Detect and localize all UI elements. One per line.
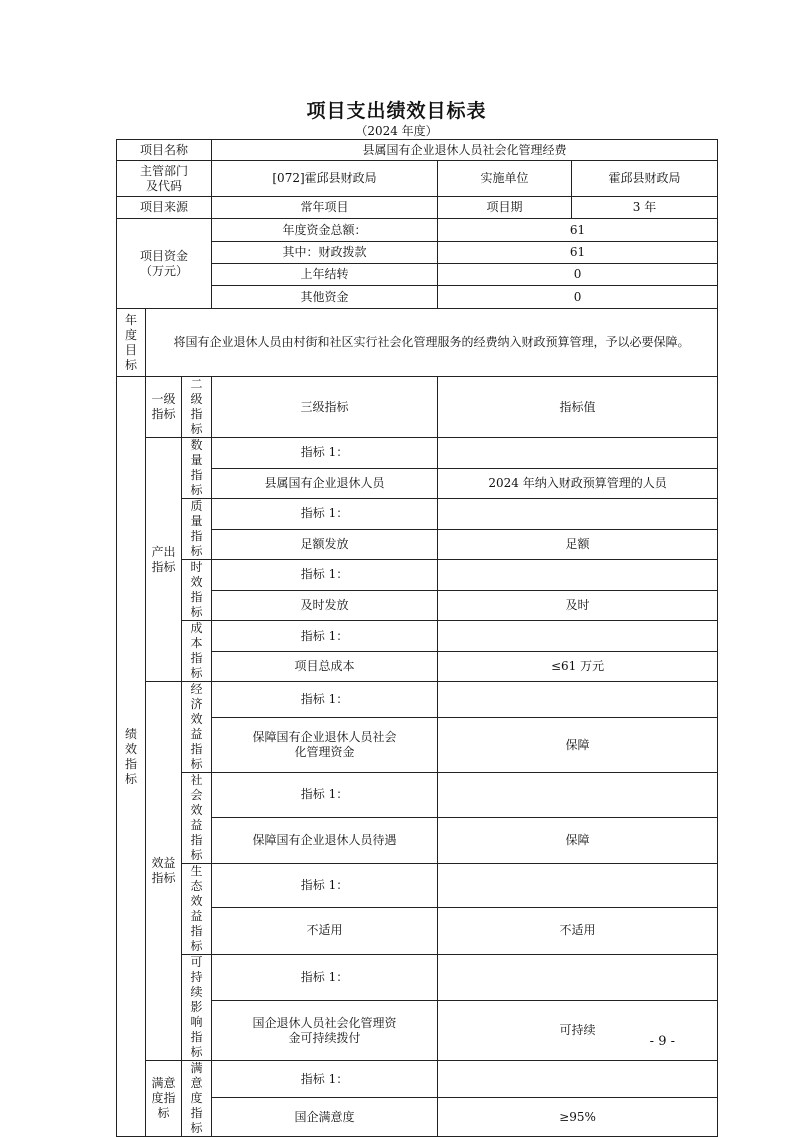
timeliness-indicator-label: 时效 指标: [182, 560, 212, 621]
economic-benefit-index-value: [438, 682, 718, 718]
quantity-indicator-index-value: [438, 438, 718, 469]
header-value: 指标值: [438, 377, 718, 438]
sustainable-impact-name: 国企退休人员社会化管理资 金可持续拨付: [212, 1001, 438, 1061]
project-name-label: 项目名称: [117, 140, 212, 161]
annual-goal-label: 年 度 目 标: [117, 309, 146, 377]
cost-indicator-value: ≤61 万元: [438, 652, 718, 682]
project-source-label: 项目来源: [117, 197, 212, 219]
quality-indicator-index-value: [438, 499, 718, 530]
timeliness-indicator-index: 指标 1：: [212, 560, 438, 591]
fund-carryover-label: 上年结转: [212, 264, 438, 286]
timeliness-indicator-name: 及时发放: [212, 590, 438, 621]
page-title: 项目支出绩效目标表: [306, 100, 487, 122]
quantity-indicator-label: 数量 指标: [182, 438, 212, 499]
quantity-indicator-name: 县属国有企业退休人员: [212, 468, 438, 499]
implementing-unit-label: 实施单位: [438, 161, 572, 197]
department-value: [072]霍邱县财政局: [212, 161, 438, 197]
quantity-indicator-index: 指标 1：: [212, 438, 438, 469]
quality-indicator-name: 足额发放: [212, 529, 438, 560]
fund-fiscal-label: 其中：财政拨款: [212, 242, 438, 264]
project-funds-label: 项目资金 （万元）: [117, 219, 212, 309]
satisfaction-indicator-name: 国企满意度: [212, 1098, 438, 1137]
fund-fiscal-value: 61: [438, 242, 718, 264]
social-benefit-value: 保障: [438, 817, 718, 863]
economic-benefit-index: 指标 1：: [212, 682, 438, 718]
economic-benefit-label: 经济 效益 指标: [182, 682, 212, 773]
benefit-indicators-label: 效益 指标: [146, 682, 182, 1061]
department-label: 主管部门 及代码: [117, 161, 212, 197]
header-level2: 二级 指标: [182, 377, 212, 438]
social-benefit-name: 保障国有企业退休人员待遇: [212, 817, 438, 863]
ecological-benefit-name: 不适用: [212, 907, 438, 954]
satisfaction-indicator-index: 指标 1：: [212, 1061, 438, 1098]
social-benefit-index-value: [438, 773, 718, 818]
fund-carryover-value: 0: [438, 264, 718, 286]
performance-indicators-label: 绩 效 指 标: [117, 377, 146, 1137]
social-benefit-label: 社会 效益 指标: [182, 773, 212, 864]
fund-total-label: 年度资金总额：: [212, 219, 438, 242]
economic-benefit-value: 保障: [438, 718, 718, 773]
performance-goal-table: [116, 139, 718, 1137]
quality-indicator-value: 足额: [438, 529, 718, 560]
quality-indicator-index: 指标 1：: [212, 499, 438, 530]
cost-indicator-index: 指标 1：: [212, 621, 438, 652]
ecological-benefit-label: 生态 效益 指标: [182, 864, 212, 955]
header-level1: 一级 指标: [146, 377, 182, 438]
output-indicators-label: 产出 指标: [146, 438, 182, 682]
fund-total-value: 61: [438, 219, 718, 242]
header-level3: 三级指标: [212, 377, 438, 438]
satisfaction-indicators-label: 满意 度指 标: [146, 1061, 182, 1137]
cost-indicator-name: 项目总成本: [212, 652, 438, 682]
ecological-benefit-index: 指标 1：: [212, 864, 438, 908]
quantity-indicator-value: 2024 年纳入财政预算管理的人员: [438, 468, 718, 499]
project-period-value: 3 年: [572, 197, 718, 219]
economic-benefit-name: 保障国有企业退休人员社会 化管理资金: [212, 718, 438, 773]
timeliness-indicator-value: 及时: [438, 590, 718, 621]
annual-goal-text: 将国有企业退休人员由村街和社区实行社会化管理服务的经费纳入财政预算管理，予以必要保障。: [146, 309, 718, 377]
project-period-label: 项目期: [438, 197, 572, 219]
satisfaction-indicator-value: ≥95%: [438, 1098, 718, 1137]
page-number: - 9 -: [649, 1034, 675, 1049]
cost-indicator-index-value: [438, 621, 718, 652]
sustainable-impact-index-value: [438, 955, 718, 1001]
ecological-benefit-index-value: [438, 864, 718, 908]
page-subtitle: （2024 年度）: [355, 124, 438, 138]
sustainable-impact-label: 可持 续影 响指 标: [182, 955, 212, 1061]
implementing-unit-value: 霍邱县财政局: [572, 161, 718, 197]
project-source-value: 常年项目: [212, 197, 438, 219]
fund-other-value: 0: [438, 286, 718, 309]
sustainable-impact-value: 可持续: [438, 1001, 718, 1061]
satisfaction-indicator-label: 满意 度指 标: [182, 1061, 212, 1137]
social-benefit-index: 指标 1：: [212, 773, 438, 818]
ecological-benefit-value: 不适用: [438, 907, 718, 954]
fund-other-label: 其他资金: [212, 286, 438, 309]
sustainable-impact-index: 指标 1：: [212, 955, 438, 1001]
cost-indicator-label: 成本 指标: [182, 621, 212, 682]
satisfaction-indicator-index-value: [438, 1061, 718, 1098]
project-name-value: 县属国有企业退休人员社会化管理经费: [212, 140, 718, 161]
timeliness-indicator-index-value: [438, 560, 718, 591]
quality-indicator-label: 质量 指标: [182, 499, 212, 560]
